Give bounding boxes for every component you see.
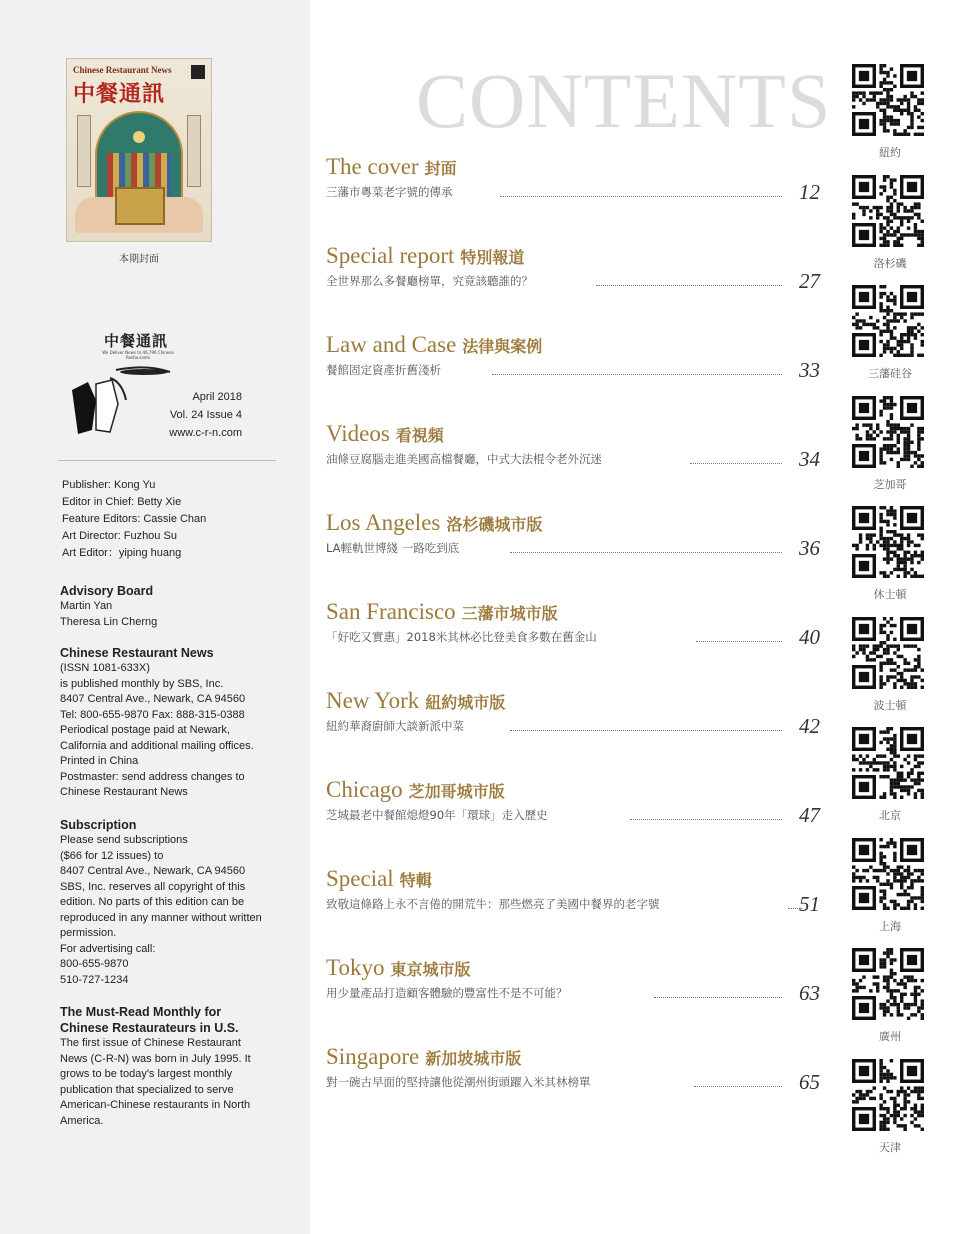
toc-entry[interactable] [326,332,826,392]
about-line: The first issue of Chinese Restaurant [60,1037,241,1049]
publication-line: is published monthly by SBS, Inc. [60,677,224,690]
toc-page-number: 34 [799,447,820,471]
toc-page-number: 42 [799,714,820,738]
subscription-line: SBS, Inc. reserves all copyright of this [60,880,246,893]
subscription-heading: Subscription [60,818,137,832]
publication-line: 8407 Central Ave., Newark, CA 94560 [60,693,246,705]
issue-info [150,388,242,442]
toc-article-title: 「好吃又實惠」2018米其林必比登美食多數在舊金山 [326,630,597,644]
qr-code-icon[interactable] [852,617,924,689]
advisory-board [60,583,292,630]
qr-code-icon[interactable] [852,948,924,1020]
qr-code-label: 洛杉磯 [873,256,907,270]
qr-code-icon[interactable] [852,727,924,799]
toc-section-title-zh: 新加坡城市版 [425,1049,522,1068]
toc-section-title-en: Special report [326,243,455,268]
qr-code-icon[interactable] [852,1059,924,1131]
toc-section-title-zh: 法律與案例 [462,337,543,356]
qr-code-icon[interactable] [852,838,924,910]
toc-article-row[interactable] [326,625,826,649]
publication-line: Tel: 800-655-9870 Fax: 888-315-0388 [60,708,245,721]
about-line: grows to be today's largest monthly [60,1068,233,1080]
toc-leader-dots [492,374,782,375]
credit-line: Art Editor：yiping huang [62,547,182,559]
toc-article-row[interactable] [326,269,826,293]
subscription-line: edition. No parts of this edition can be [60,896,245,908]
toc-section-title-zh: 東京城市版 [390,960,471,979]
toc-page-number: 33 [799,358,820,382]
toc-section-heading [326,510,542,536]
toc-section-title-en: The cover [326,154,419,179]
toc-article-title: 油條豆腐腦走進美國高檔餐廳，中式大法棍令老外沉迷 [326,452,602,466]
toc-section-heading [326,955,470,981]
toc-page-number: 36 [799,536,820,560]
contents-title: CONTENTS [416,57,832,144]
toc-section-title-zh: 封面 [424,159,457,178]
about-heading: Chinese Restaurateurs in U.S. [60,1021,239,1035]
toc-article-title: 芝城最老中餐館熄燈90年「環球」走入歷史 [326,808,548,822]
about-line: publication that specialized to serve [60,1083,234,1096]
toc-section-title-zh: 特別報道 [460,248,525,267]
cover-thumbnail[interactable] [66,58,212,242]
toc-entry[interactable] [326,688,826,748]
about-line: American-Chinese restaurants in North [60,1099,251,1111]
about-heading: The Must-Read Monthly for [60,1005,222,1019]
subscription-line: 8407 Central Ave., Newark, CA 94560 [60,865,246,877]
toc-section-title-zh: 特輯 [399,871,432,890]
toc-article-row[interactable] [326,981,826,1005]
toc-leader-dots [510,552,782,553]
toc-section-heading [326,243,524,269]
cover-masthead-en: Chinese Restaurant News [73,65,172,75]
qr-code-label: 天津 [879,1140,901,1154]
advisory-line: Theresa Lin Cherng [60,615,158,628]
toc-leader-dots [510,730,782,731]
toc-entry[interactable] [326,243,826,303]
cover-masthead-zh: 中餐通訊 [73,81,166,107]
publication-line: Postmaster: send address changes to [60,770,245,783]
qr-code-label: 北京 [879,809,901,822]
publication-heading: Chinese Restaurant News [60,646,214,660]
subscription-line: ($66 for 12 issues) to [60,849,164,862]
subscription-line: permission. [60,927,117,939]
toc-section-heading [326,777,505,803]
issue-volume: Vol. 24 Issue 4 [169,409,242,421]
toc-article-title: 紐約華裔廚師大談新派中菜 [326,719,464,733]
publication-line: Printed in China [60,755,139,767]
cover-side-banner-left [77,115,91,187]
cover-box-illustration [115,187,165,225]
advisory-line: Martin Yan [60,600,113,612]
toc-page-number: 51 [799,892,820,916]
about-line: America. [60,1114,104,1127]
qr-code-label: 休士頓 [873,588,907,601]
toc-entry[interactable] [326,599,826,659]
qr-code-icon[interactable] [852,396,924,468]
qr-code-label: 三藩硅谷 [868,367,912,380]
toc-section-title-en: Tokyo [326,955,385,980]
toc-leader-dots [630,819,782,820]
subscription-line: 510-727-1234 [60,973,129,986]
about-crn [60,1004,292,1129]
toc-article-row[interactable] [326,1070,826,1094]
toc-entry[interactable] [326,866,826,926]
qr-code-icon[interactable] [852,285,924,357]
cover-sign-icon [133,131,145,143]
toc-article-row[interactable] [326,180,826,204]
toc-section-title-en: Chicago [326,777,403,802]
toc-section-heading [326,688,505,714]
cover-caption: 本期封面 [119,254,159,265]
toc-leader-dots [696,641,782,642]
qr-code-label: 上海 [879,919,901,933]
issue-date: April 2018 [192,391,242,403]
toc-section-title-en: New York [326,688,420,713]
sidebar-divider [58,460,276,461]
toc-article-row[interactable] [326,358,826,382]
crn-logo-subtitle: We Deliver News to 46,796 Chinese Restaurants [102,350,174,360]
toc-entry[interactable] [326,510,826,570]
toc-entry[interactable] [326,154,826,214]
qr-code-icon[interactable] [852,506,924,578]
publication-line: Chinese Restaurant News [60,786,188,798]
toc-page-number: 40 [799,625,820,649]
toc-leader-dots [690,463,782,464]
crn-logo-text: 中餐通訊 [104,332,169,350]
issue-website[interactable]: www.c-r-n.com [169,427,242,439]
toc-article-title: 全世界那么多餐廳榜單，究竟該聽誰的？ [326,274,533,288]
credit-line: Feature Editors: Cassie Chan [62,513,207,525]
masthead-sidebar [0,0,310,1234]
toc-leader-dots [500,196,782,197]
toc-article-title: LA輕軌世博綫 一路吃到底 [326,541,460,555]
toc-entry[interactable] [326,421,826,481]
qr-code-label: 芝加哥 [873,477,907,491]
toc-entry[interactable] [326,1044,826,1104]
subscription-line: Please send subscriptions [60,834,188,846]
toc-page-number: 47 [799,803,820,827]
toc-section-title-zh: 洛杉磯城市版 [446,515,543,534]
credit-line: Editor in Chief: Betty Xie [62,496,182,508]
toc-section-title-en: Singapore [326,1044,420,1069]
staff-credits [62,477,206,562]
toc-article-row[interactable] [326,536,826,560]
subscription-line: 800-655-9870 [60,958,129,970]
cover-qr-icon [191,65,205,79]
toc-page-number: 65 [799,1070,820,1094]
toc-section-title-zh: 看視頻 [395,426,444,445]
qr-code-label: 波士頓 [873,698,907,712]
publication-line: Periodical postage paid at Newark, [60,724,230,736]
toc-section-title-en: Special [326,866,394,891]
toc-section-title-zh: 芝加哥城市版 [408,782,505,801]
subscription-info [60,817,292,988]
qr-code-icon[interactable] [852,175,924,247]
toc-article-title: 致敬這條路上永不言倦的開荒牛：那些燃亮了美國中餐界的老字號 [326,897,660,911]
toc-article-title: 三藩市粵菜老字號的傳承 [326,185,453,199]
toc-leader-dots [596,285,782,286]
toc-entry[interactable] [326,955,826,1015]
toc-page-number: 12 [799,180,820,204]
toc-section-heading [326,154,457,180]
toc-article-row[interactable] [326,803,826,827]
toc-section-title-en: Los Angeles [326,510,441,535]
toc-section-title-en: Videos [326,421,390,446]
about-line: News (C-R-N) was born in July 1995. It [60,1052,251,1065]
toc-article-title: 餐館固定資產折舊淺析 [326,363,441,377]
toc-section-heading [326,866,432,892]
qr-code-label: 廣州 [879,1030,901,1043]
toc-article-title: 用少量產品打造顧客體驗的豐富性不是不可能？ [326,986,568,1000]
toc-article-row[interactable] [326,892,826,916]
toc-section-heading [326,332,542,358]
toc-page-number: 27 [799,269,820,293]
publication-info [60,645,292,801]
cover-side-banner-right [187,115,201,187]
credit-line: Art Director: Fuzhou Su [62,530,177,542]
qr-code-label: 紐約 [879,146,901,159]
toc-article-row[interactable] [326,714,826,738]
qr-code-icon[interactable] [852,64,924,136]
toc-section-title-en: Law and Case [326,332,457,357]
toc-section-heading [326,421,444,447]
toc-section-title-en: San Francisco [326,599,456,624]
publication-line: California and additional mailing offices. [60,739,254,752]
toc-section-title-zh: 三藩市城市版 [461,604,558,623]
advisory-heading: Advisory Board [60,584,154,598]
toc-section-heading [326,599,558,625]
toc-article-title: 對一碗古早面的堅持讓他從潮州街頭躍入米其林榜單 [326,1075,591,1089]
subscription-line: reproduced in any manner without written [60,911,262,924]
toc-section-title-zh: 紐約城市版 [425,693,506,712]
subscription-line: For advertising call: [60,942,156,955]
toc-section-heading [326,1044,521,1070]
publication-line: (ISSN 1081-633X) [60,662,150,674]
toc-page-number: 63 [799,981,820,1005]
toc-entry[interactable] [326,777,826,837]
credit-line: Publisher: Kong Yu [62,479,156,491]
toc-article-row[interactable] [326,447,826,471]
toc-leader-dots [694,1086,782,1087]
toc-leader-dots [654,997,782,998]
